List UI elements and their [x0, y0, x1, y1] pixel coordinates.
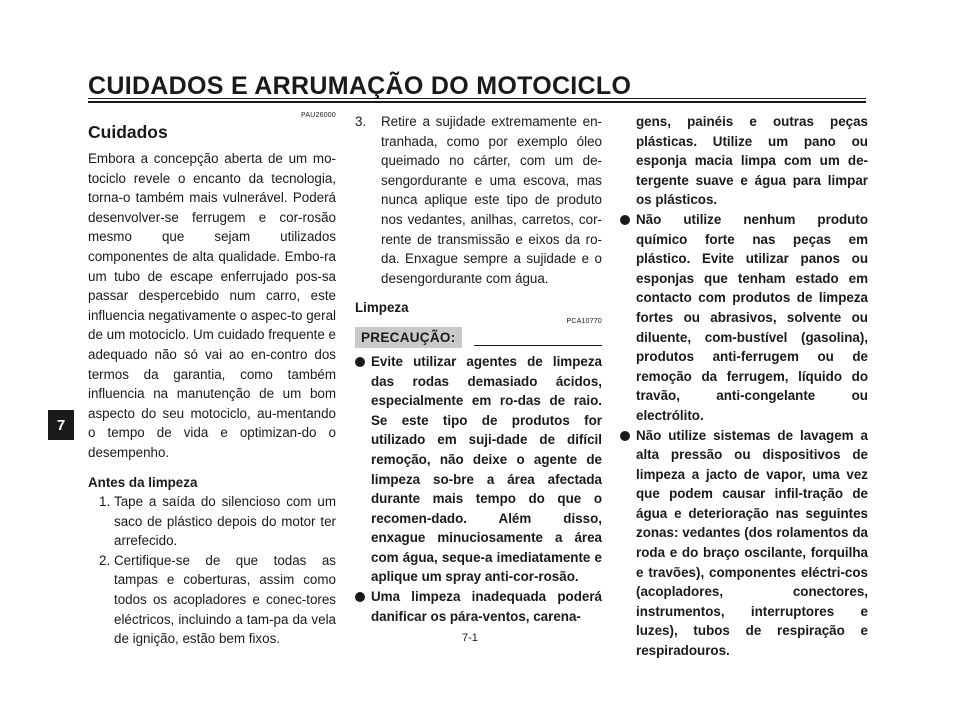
step-number: 1.: [99, 494, 111, 510]
bullet-text: Não utilize nenhum produto químico forte nas peças em plástico. Evite utilizar panos ou esponjas que tenham estado em contacto com produtos de limpeza fortes ou abrasivos, solvente ou diluente, com-bustível (gasolina), produtos anti-ferrugem ou de remoção da ferrugem, líquido do travão, anti-congelante ou electrólito.: [636, 211, 868, 423]
list-item: [620, 426, 868, 661]
column-1: [88, 112, 336, 649]
precaution-header: [355, 327, 602, 348]
intro-paragraph: Embora a concepção aberta de um mo-tociclo revele o encanto da tecnologia, torna-o também mais vulnerável. Poderá desenvolver-se ferrugem e cor-rosão mesmo que sejam utilizados componentes de alta qualidade. Embo-ra um tubo de escape enferrujado pos-sa passar despercebido num carro, este influencia negativamente o aspec-to geral de um motociclo. Um cuidado frequente e adequado não só vai ao en-contro dos termos da garantia, como também influencia na manutenção de um bom aspecto do seu motociclo, au-mentando o tempo de vida e optimizan-do o desempenho.: [88, 151, 336, 460]
step-number: 2.: [99, 552, 111, 568]
steps-list: [88, 492, 336, 649]
step-text: Certifique-se de que todas as tampas e coberturas, assim como todos os acopladores e conec-tores eléctricos, incluindo a tam-pa da vela de ignição, estão bem fixos.: [114, 552, 336, 647]
step-text: Retire a sujidade extremamente en-tranhada, como por exemplo óleo queimado no cárter, com um de-sengordurante e uma escova, mas nunca aplique este tipo de produto nos vedantes, anilhas, carretos, cor-rente de transmissão e eixos da ro-da. Enxague sempre a sujidade e o desengordurante com água.: [381, 114, 602, 286]
list-item: [88, 551, 336, 649]
step-text: Tape a saída do silencioso com um saco de plástico depois do motor ter arrefecido.: [114, 494, 336, 549]
precaution-label: PRECAUÇÃO:: [355, 327, 462, 348]
list-item: [355, 352, 602, 587]
bullet-icon: [355, 352, 371, 587]
bullet-text: Uma limpeza inadequada poderá danificar os pára-ventos, carena-: [371, 589, 602, 624]
page-title: CUIDADOS E ARRUMAÇÃO DO MOTOCICLO: [88, 72, 632, 100]
bullet-icon: [620, 426, 636, 661]
list-item: [355, 112, 602, 288]
precaution-code: PCA10770: [566, 317, 602, 325]
bullet-text: Não utilize sistemas de lavagem a alta pressão ou dispositivos de limpeza a jacto de vapor, uma vez que podem causar infil-tração de água e deterioração nas seguintes zonas: vedantes (dos rolamentos da roda e do braço oscilante, forquilha e travões), componentes eléctri-cos (acopladores, conectores, instrumentos, interruptores e luzes), tubos de respiração e respiradouros.: [636, 427, 868, 659]
list-item: [88, 492, 336, 551]
subheading-before-cleaning: Antes da limpeza: [88, 474, 198, 490]
section-code: PAU26000: [301, 112, 336, 119]
page-number: 7-1: [462, 632, 478, 644]
section-heading: Cuidados: [88, 122, 168, 142]
subheading-cleaning: Limpeza: [355, 300, 409, 316]
bullet-icon: [355, 587, 371, 626]
step-number: 3.: [355, 114, 367, 129]
column-2: [355, 112, 602, 626]
list-item: [355, 587, 602, 626]
continuation-text: gens, painéis e outras peças plásticas. Utilize um pano ou esponja macia limpa com um de-tergente suave e água para limpar os plásticos.: [636, 114, 868, 208]
title-rule: [88, 98, 866, 103]
list-item: [620, 210, 868, 426]
bullet-text: Evite utilizar agentes de limpeza das rodas demasiado ácidos, especialmente em ro-das de raio. Se este tipo de produtos for utilizado em suji-dade de difícil remoção, não deixe o agente de limpeza so-bre a área afectada durante mais tempo do que o recomen-dado. Além disso, enxague minuciosamente a área com água, seque-a imediatamente e aplique um spray anti-cor-rosão.: [371, 353, 602, 585]
bullet-icon: [620, 210, 636, 426]
chapter-tab: 7: [48, 410, 74, 440]
column-3: [620, 112, 868, 661]
precaution-rule: [474, 345, 602, 346]
